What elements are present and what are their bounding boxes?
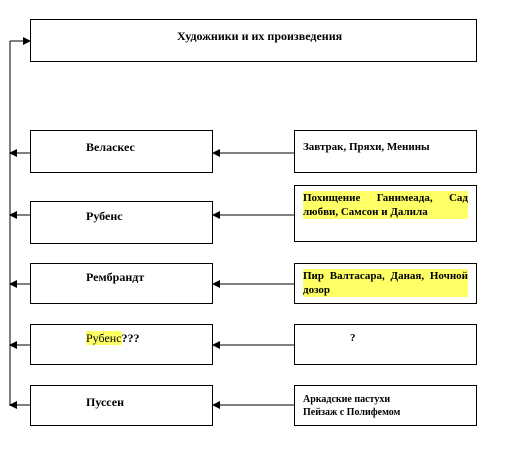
works-text: Завтрак, Пряхи, Менины [303, 141, 430, 153]
artist-box-velazquez [30, 130, 213, 173]
artist-box-rubens-question [30, 324, 213, 365]
title-box [30, 19, 477, 62]
works-question-mark: ? [350, 332, 356, 344]
works-box-rubens [294, 185, 477, 242]
diagram-title: Художники и их произведения [177, 29, 343, 43]
artist-name: Веласкес [86, 140, 135, 154]
question-marks: ??? [121, 331, 140, 345]
works-text-highlighted: Пир Валтасара, Даная, Ночной дозор [303, 270, 468, 296]
artist-box-rubens [30, 201, 213, 244]
works-box-poussin [294, 385, 477, 426]
artist-name-highlighted: Рубенс [86, 331, 122, 345]
artist-name-with-question [86, 331, 140, 346]
works-box-rembrandt [294, 263, 477, 304]
artist-name: Пуссен [86, 395, 125, 409]
works-box-velazquez [294, 130, 477, 173]
artist-box-poussin [30, 385, 213, 426]
works-line: Пейзаж с Полифемом [303, 407, 401, 418]
works-box-unknown [294, 324, 477, 365]
artist-name: Рембрандт [86, 270, 145, 284]
works-text-highlighted: Похищение Ганимеада, Сад любви, Самсон и Далила [303, 192, 468, 218]
artist-box-rembrandt [30, 263, 213, 304]
works-line: Аркадские пастухи [303, 394, 391, 405]
artist-name: Рубенс [86, 209, 123, 223]
